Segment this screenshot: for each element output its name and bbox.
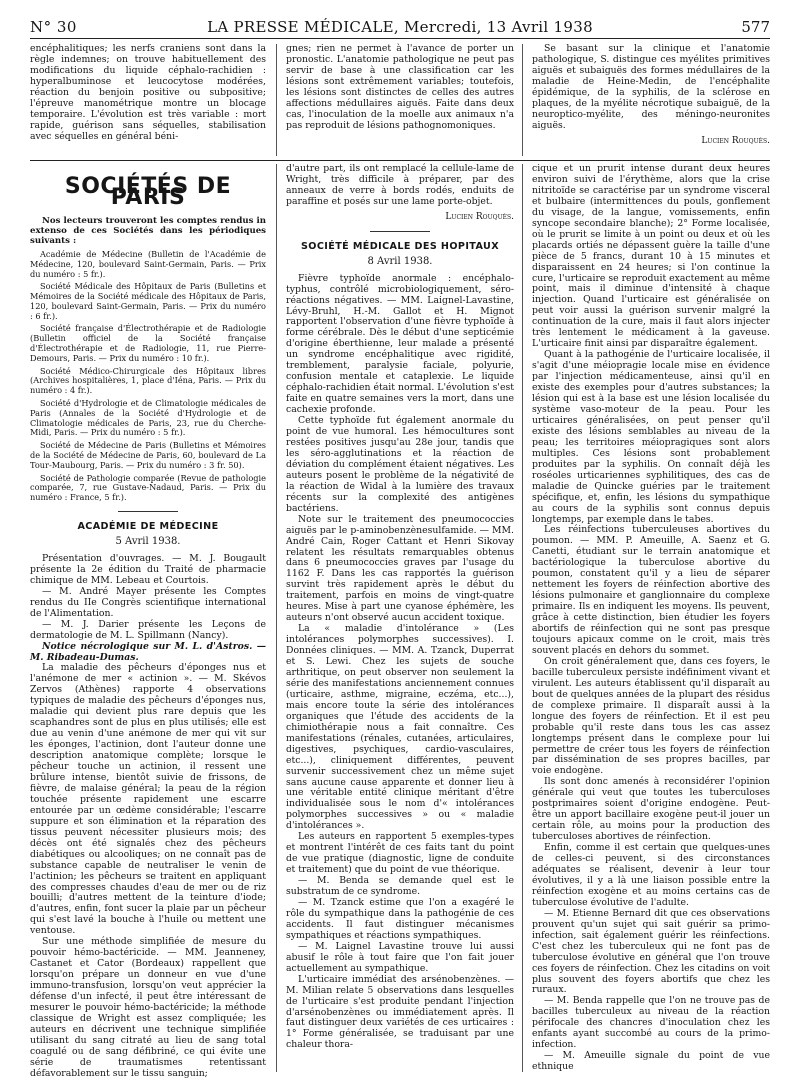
- section-rule: [118, 511, 178, 512]
- page-header: [30, 14, 770, 40]
- col3-paragraph: — M. Etienne Bernard dit que ces observations prouvent qu'un sujet qui sait guérir sa primo-infection, sait également guérir les réinfections. C'est chez les tuberculeux qui ne font pas de tuberculose évolutive en général que l'on trouve ces foyers de réinfection. Chez les citadins on voit plus souvent des foyers abortifs que chez les ruraux.: [532, 907, 770, 996]
- society-entry: Société d'Hydrologie et de Climatologie médicales de Paris (Annales de la Société d'Hydrologie et de Climatologie médicales de Paris, 23, rue du Cherche-Midi, Paris. — Prix du numéro : 5 fr.).: [30, 398, 266, 438]
- societies-list: [30, 250, 266, 503]
- hopitaux-paragraph: La « maladie d'intolérance » (Les intolérances polymorphes successives). I. Données cliniques. — MM. A. Tzanck, Duperrat et S. Lewi. Chez les sujets de souche arthritique, on peut observer non seulement la série des manifestations anciennement connues (urticaire, asthme, migraine, eczéma, etc...), mais encore toute la série des intolérances organiques que l'étude des accidents de la chimiothérapie nous a fait connaître. Ces manifestations (rénales, cutanées, articulaires, digestives, psychiques, cardio-vasculaires, etc...), cliniquement différentes, peuvent survenir successivement chez un même sujet sans aucune cause apparente et donner lieu à une véritable entité clinique méritant d'être individualisée sous le nom d'« intolérances polymorphes successives » ou « maladie d'intolérances ».: [286, 623, 514, 832]
- journal-title: LA PRESSE MÉDICALE, Mercredi, 13 Avril 1938: [207, 18, 593, 36]
- academie-paragraph: Sur une méthode simplifiée de mesure du pouvoir hémo-bactéricide. — MM. Jeanneney, Castanet et Cator (Bordeaux) rappellent que lorsqu'on prépare un donneur en vue d'une immuno-transfusion, lorsqu'on veut apprécier la défense d'un infecté, il peut être intéressant de mesurer le pouvoir hémo-bactéricide; la méthode classique de Wright est assez compliquée; les auteurs en décrivent une technique simplifiée utilisant du sang citraté au lieu de sang total coagulé ou de sang défibriné, ce qui évite une série de traumatismes retentissant défavorablement sur le tissu sanguin;: [30, 936, 266, 1079]
- societes-masthead: SOCIÉTÉS DE PARIS: [64, 174, 232, 210]
- academie-paragraph: Présentation d'ouvrages. — M. J. Bougault présente la 2e édition du Traité de pharmacie chimique de MM. Lebeau et Courtois.: [30, 552, 266, 586]
- hopitaux-paragraph: — M. Laignel Lavastine trouve lui aussi abusif le rôle à tout faire que l'on fait jouer actuellement au sympathique.: [286, 940, 514, 974]
- hopitaux-paragraph: Note sur le traitement des pneumococcies aiguës par le p-aminobenzènesulfamide. — MM. André Cain, Roger Cattant et Henri Sikovay relatent les résultats remarquables obtenus dans 6 pneumococcies graves par l'usage du 1162 F. Dans les cas rapportés la guérison survint très rapidement après le début du traitement, parfois en moins de vingt-quatre heures. Mise à part une cyanose éphémère, les auteurs n'ont observé aucun accident toxique.: [286, 513, 514, 624]
- column-divider: [276, 164, 277, 1072]
- hopitaux-paragraph: Cette typhoïde fut également anormale du point de vue humoral. Les hémocultures sont restées positives jusqu'au 28e jour, tandis que les séro-agglutinations et la réaction de déviation du complément étaient négatives. Les auteurs posent le problème de la négativité de la réaction de Widal à la lumière des travaux récents sur la complexité des antigènes bactériens.: [286, 415, 514, 514]
- hopitaux-paragraph: L'urticaire immédiat des arsénobenzènes. — M. Milian relate 5 observations dans lesquelles de l'urticaire s'est produite pendant l'injection d'arsénobenzènes ou immédiatement après. Il faut distinguer deux variétés de ces urticaires : 1° Forme généralisée, se traduisant par une chaleur thora-: [286, 973, 514, 1051]
- society-entry: Société française d'Électrothérapie et de Radiologie (Bulletin officiel de la Société française d'Électrothérapie et de Radiologie, 11, rue Pierre-Demours, Paris. — Prix du numéro : 10 fr.).: [30, 323, 266, 363]
- hopitaux-paragraph: — M. Tzanck estime que l'on a exagéré le rôle du sympathique dans la pathogénie de ces accidents. Il faut distinguer mécanismes sympathiques et réactions sympathiques.: [286, 897, 514, 941]
- col3-paragraph: Enfin, comme il est certain que quelques-unes de celles-ci peuvent, si des circonstances adéquates se réalisent, devenir à leur tour évolutives, il y a là une liaison possible entre la réinfection exogène et au moins certains cas de tuberculose évolutive de l'adulte.: [532, 842, 770, 908]
- academie-title: ACADÉMIE DE MÉDECINE: [77, 521, 219, 533]
- lead-signature: Lucien Rouquès.: [445, 211, 514, 222]
- col3-paragraph: Ils sont donc amenés à reconsidérer l'opinion générale qui veut que toutes les tuberculoses postprimaires soient d'origine endogène. Peut-être un apport bacillaire exogène peut-il jouer un certain rôle, au moins pour la production des tuberculoses abortives de réinfection.: [532, 776, 770, 843]
- col3-paragraph: cique et un prurit intense durant deux heures environ suivi de l'érythème, alors que la crise nitritoïde se caractérise par un syndrome visceral et bulbaire (intermittences du pouls, gonflement du visage, de la langue, vomissements, enfin syncope secondaire blanche); 2° Forme localisée, où le prurit se limite à un point ou deux et où les placards ortiés ne dépassent guère la taille d'une pièce de 5 francs, durant 10 à 15 minutes et disparaissent en 24 heures; si l'on continue la cure, l'urticaire se reproduit exactement au même point, mais il diminue d'intensité à chaque injection. Quand l'urticaire est généralisée on peut voir aussi la guérison survenir malgré la continuation de la cure, mais il faut alors injecter très lentement le médicament à la gaveuse. L'urticaire finit ainsi par disparaître également.: [532, 163, 770, 350]
- header-rule: [30, 38, 770, 39]
- society-entry: Société de Pathologie comparée (Revue de pathologie comparée, 7, rue Gustave-Nadaud, Paris. — Prix du numéro : France, 5 fr.).: [30, 472, 266, 503]
- top-col1-text: encéphalitiques; les nerfs craniens sont dans la règle indemnes; on trouve habituellement des modifications du liquide céphalo-rachidien : hyperalbuminose et leucocytose modérées, réaction du benjoin positive ou subpositive; l'épreuve manométrique montre un blocage temporaire. L'évolution est très variable : mort rapide, guérison sans séquelles, stabilisation avec séquelles en général béni-: [30, 43, 266, 142]
- hopitaux-date: 8 Avril 1938.: [367, 255, 433, 267]
- hopitaux-title: SOCIÉTÉ MÉDICALE DES HOPITAUX: [300, 240, 500, 252]
- issue-number: N° 30: [30, 18, 77, 36]
- col3-paragraph: On croit généralement que, dans ces foyers, le bacille tuberculeux persiste indéfiniment vivant et virulent. Les auteurs établissent qu'il disparaît au bout de quelques années de la plupart des résidus de complexe primaire. Il disparaît aussi à la longue des foyers de réinfection. Et il est peu probable qu'il reste dans tous les cas assez longtemps présent dans le complexe pour lui permettre de créer tous les foyers de réinfection par dissémination de ses propres bacilles, par voie endogène.: [532, 655, 770, 777]
- hopitaux-paragraph: Les auteurs en rapportent 5 exemples-types et montrent l'intérêt de ces faits tant du point de vue pratique (diagnostic, ligne de conduite et traitement) que du point de vue théorique.: [286, 831, 514, 876]
- top-col2-text: gnes; rien ne permet à l'avance de porter un pronostic. L'anatomie pathologique ne peut pas servir de base à une classification car les lésions sont extrêmement variables; toutefois, les lésions sont distinctes de celles des autres affections médullaires aiguës. Faite dans deux cas, l'inoculation de la moelle aux animaux n'a pas reproduit de lésions pathognomoniques.: [286, 43, 514, 131]
- lead-paragraph: d'autre part, ils ont remplacé la cellule-lame de Wright, très difficile à préparer, par des anneaux de verre à bords rodés, enduits de paraffine et posés sur une lame porte-objet.: [286, 163, 514, 207]
- top-col3-text: Se basant sur la clinique et l'anatomie pathologique, S. distingue ces myélites primitives aiguës et subaiguës des formes médullaires de la maladie de Heine-Medin, de l'encéphalite épidémique, de la syphilis, de la sclérose en plaques, de la myélite nécrotique subaiguë, de la neuroptico-myélite, des méningo-neuronites aiguës.: [532, 43, 770, 131]
- column-2: [286, 164, 514, 1072]
- society-entry: Société Médico-Chirurgicale des Hôpitaux libres (Archives hospitalières, 1, place d'Iéna, Paris. — Prix du numéro : 4 fr.).: [30, 365, 266, 396]
- academie-paragraph: — M. J. Darier présente les Leçons de dermatologie de M. L. Spillmann (Nancy).: [30, 618, 266, 641]
- society-entry: Société Médicale des Hôpitaux de Paris (Bulletins et Mémoires de la Société médicale des Hôpitaux de Paris, 120, boulevard Saint-Germain, Paris. — Prix du numéro : 6 fr.).: [30, 281, 266, 321]
- top-column-2: [286, 44, 514, 156]
- column-divider: [276, 44, 277, 156]
- academie-paragraph: Notice nécrologique sur M. L. d'Astros. — M. Ribadeau-Dumas.: [30, 640, 266, 663]
- academie-date: 5 Avril 1938.: [115, 535, 181, 547]
- column-3: [532, 164, 770, 1072]
- col3-paragraph: — M. Benda rappelle que l'on ne trouve pas de bacilles tuberculeux au niveau de la réaction périfocale des chancres d'inoculation chez les enfants ayant succombé au cours de la primo-infection.: [532, 995, 770, 1051]
- top-column-1: [30, 44, 266, 156]
- top-col3-signature: Lucien Rouquès.: [701, 135, 770, 146]
- top-column-3: [532, 44, 770, 156]
- periodicals-intro: Nos lecteurs trouveront les comptes rendus in extenso de ces Sociétés dans les périodiques suivants :: [30, 215, 266, 246]
- col3-paragraph: Quant à la pathogénie de l'urticaire localisée, il s'agit d'une méiopragie locale mise en évidence par l'injection médicamenteuse, ainsi qu'il en existe des exemples pour d'autres substances; la lésion qui est à la base est une lésion localisée du système vaso-moteur de la peau. Pour les urticaires généralisées, on peut penser qu'il existe des lésions semblables au niveau de la peau; les territoires méiopragiques sont alors multiples. Ces lésions sont probablement produites par la syphilis. On connaît déjà les roséoles urticariennes syphilitiques, des cas de maladie de Quincke guéries par le traitement spécifique, et, enfin, les lésions du sympathique au cours de la syphilis sont connus depuis longtemps, par exemple dans le tabes.: [532, 349, 770, 525]
- column-divider: [522, 44, 523, 156]
- column-divider: [522, 164, 523, 1072]
- column-1: [30, 164, 266, 1079]
- society-entry: Académie de Médecine (Bulletin de l'Académie de Médecine, 120, boulevard Saint-Germain, Paris. — Prix du numéro : 5 fr.).: [30, 248, 266, 279]
- col3-paragraph: Les réinfections tuberculeuses abortives du poumon. — MM. P. Ameuille, A. Saenz et G. Canetti, étudiant sur le terrain anatomique et bactériologique la tuberculose abortive du poumon, constatent qu'il y a lieu de séparer nettement les foyers de réinfection abortive des lésions pulmonaire et ganglionnaire du complexe primaire. Ils en indiquent les moyens. Ils peuvent, grâce à cette distinction, bien étudier les foyers abortifs de réinfection qui ne sont pas presque toujours apicaux comme on le croit, mais très souvent placés en dehors du sommet.: [532, 524, 770, 656]
- section-rule: [370, 231, 430, 232]
- society-entry: Société de Médecine de Paris (Bulletins et Mémoires de la Société de Médecine de Paris, 60, boulevard de La Tour-Maubourg, Paris. — Prix du numéro : 3 fr. 50).: [30, 440, 266, 470]
- page-number: 577: [741, 18, 770, 36]
- col3-paragraph: — M. Ameuille signale du point de vue ethnique: [532, 1050, 770, 1073]
- band-rule: [30, 160, 770, 161]
- hopitaux-paragraph: — M. Benda se demande quel est le substratum de ce syndrome.: [286, 875, 514, 898]
- academie-paragraph: — M. André Mayer présente les Comptes rendus du IIe Congrès scientifique international de l'Alimentation.: [30, 585, 266, 619]
- academie-paragraph: La maladie des pêcheurs d'éponges nus et l'anémone de mer « actinion ». — M. Skévos Zervos (Athènes) rapporte 4 observations typiques de maladie des pêcheurs d'éponges nus, maladie qui devient plus rare depuis que les scaphandres sont de plus en plus utilisés; elle est due au venin d'une anémone de mer qui vit sur les éponges, l'actinion, dont l'auteur donne une description anatomique complète; lorsque le pêcheur touche un actinion, il ressent une brûlure intense, bientôt suivie de frissons, de fièvre, de malaise général; la peau de la région touchée présente rapidement une escarre entourée par un œdème considérable; l'escarre suppure et son élimination et la réparation des tissus peuvent nécessiter plusieurs mois; des décès ont été signalés chez des pêcheurs diabétiques ou alcooliques; on ne connaît pas de substance capable de neutraliser le venin de l'actinion; les pêcheurs se traitent en appliquant des compresses chaudes d'eau de mer ou de riz bouilli; d'autres mettent de la teinture d'iode; d'autres, enfin, font sucer la plaie par un pêcheur qui s'est lavé la bouche à l'huile ou mettent une ventouse.: [30, 662, 266, 937]
- hopitaux-paragraph: Fièvre typhoïde anormale : encéphalo-typhus, contrôlé microbiologiquement, séro-réactions négatives. — MM. Laignel-Lavastine, Lévy-Bruhl, H.-M. Gallot et H. Mignot rapportent l'observation d'une fièvre typhoïde à forme cérébrale. Dès le début d'une septicémie d'origine éberthienne, leur malade a présenté un syndrome encéphalitique avec rigidité, tremblement, paralysie faciale, polyurie, confusion mentale et cataplexie. Le liquide céphalo-rachidien était normal. L'évolution s'est faite en quatre semaines vers la mort, dans une cachexie profonde.: [286, 272, 514, 416]
